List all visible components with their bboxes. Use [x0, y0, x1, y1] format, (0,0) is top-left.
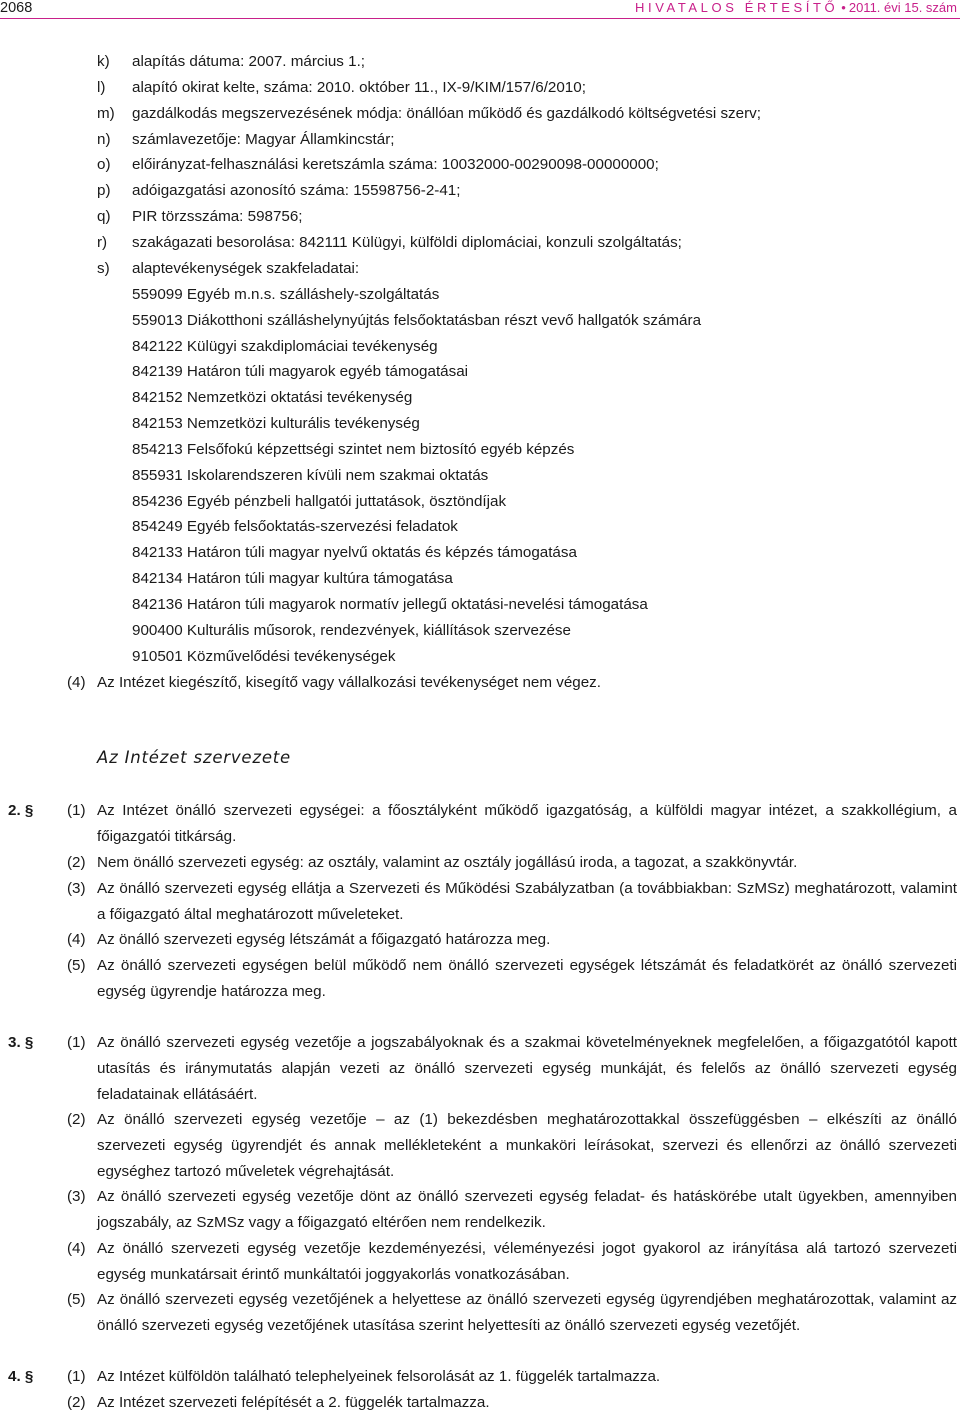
list-item-label: l): [97, 79, 106, 96]
running-header: [0, 0, 960, 17]
list-item-text: szakágazati besorolása: 842111 Külügyi, külföldi diplomáciai, konzuli szolgáltatás;: [132, 234, 682, 251]
list-item-text: alaptevékenységek szakfeladatai:: [132, 260, 360, 277]
activity-item: 559099 Egyéb m.n.s. szálláshely-szolgáltatás: [132, 286, 440, 303]
activity-item: 559013 Diákotthoni szálláshelynyújtás felsőoktatásban részt vevő hallgatók számára: [132, 312, 702, 329]
activity-item: 842122 Külügyi szakdiplomáciai tevékenység: [132, 338, 438, 355]
paragraph-text: Az önálló szervezeti egységen belül működő nem önálló szervezeti egységek létszámát és feladatkörét az önálló szervezeti egység ügyrendje határozza meg.: [97, 957, 957, 1000]
list-item-label: s): [97, 260, 110, 277]
activity-item: 854236 Egyéb pénzbeli hallgatói juttatások, ösztöndíjak: [132, 493, 507, 510]
paragraph-number: (5): [67, 1291, 86, 1308]
activity-item: 900400 Kulturális műsorok, rendezvények, kiállítások szervezése: [132, 622, 571, 639]
list-item-label: m): [97, 105, 115, 122]
paragraph-text: Az önálló szervezeti egység vezetőjének a helyettese az önálló szervezeti egység ügyrendjében meghatározottak, valamint az önálló szervezeti egység vezetőjének utasítása szerint helyettesíti az önálló szervezeti egység vezetőjét.: [97, 1291, 957, 1334]
paragraph-text: Az Intézet külföldön található telephelyeinek felsorolását az 1. függelék tartalmazza.: [97, 1368, 661, 1385]
section-number: 2. §: [8, 802, 34, 819]
list-item-label: k): [97, 53, 110, 70]
paragraph-text: Az önálló szervezeti egység vezetője kezdeményezési, véleményezési jogot gyakorol az irányítása alá tartozó szervezeti egység munkatársait érintő munkáltatói joggyakorlás vonatkozásában.: [97, 1240, 957, 1283]
paragraph-number: (3): [67, 880, 86, 897]
point-text: Az Intézet kiegészítő, kisegítő vagy vállalkozási tevékenységet nem végez.: [97, 674, 601, 691]
activity-item: 842153 Nemzetközi kulturális tevékenység: [132, 415, 420, 432]
list-item-text: alapítás dátuma: 2007. március 1.;: [132, 53, 366, 70]
list-item-text: számlavezetője: Magyar Államkincstár;: [132, 131, 395, 148]
list-item-label: p): [97, 182, 111, 199]
activity-item: 855931 Iskolarendszeren kívüli nem szakmai oktatás: [132, 467, 489, 484]
list-item-text: gazdálkodás megszervezésének módja: önállóan működő és gazdálkodó költségvetési szerv;: [132, 105, 761, 122]
paragraph-text: Az önálló szervezeti egység létszámát a főigazgató határozza meg.: [97, 931, 551, 948]
paragraph-number: (1): [67, 1368, 86, 1385]
paragraph-text: Az önálló szervezeti egység vezetője dönt az önálló szervezeti egység feladat- és hatáskörébe utalt ügyekben, amennyiben jogszabály, az SzMSz vagy a főigazgató eltérően nem rendelkezik.: [97, 1188, 957, 1231]
paragraph-text: Az önálló szervezeti egység ellátja a Szervezeti és Működési Szabályzatban (a továbbiakban: SzMSz) meghatározott, valamint a főigazgató által meghatározott műveleteket.: [97, 880, 957, 923]
list-item-text: alapító okirat kelte, száma: 2010. október 11., IX-9/KIM/157/6/2010;: [132, 79, 586, 96]
section-number: 3. §: [8, 1034, 34, 1051]
paragraph-number: (2): [67, 854, 86, 871]
paragraph-number: (2): [67, 1111, 86, 1128]
activity-item: 842134 Határon túli magyar kultúra támogatása: [132, 570, 453, 587]
list-item-label: q): [97, 208, 111, 225]
paragraph-text: Az Intézet önálló szervezeti egységei: a főosztályként működő igazgatóság, a külföldi magyar intézet, a szakkollégium, a főigazgatói titkárság.: [97, 802, 957, 845]
paragraph-number: (4): [67, 931, 86, 948]
list-item-label: n): [97, 131, 111, 148]
bullet-separator-icon: •: [841, 0, 846, 15]
paragraph-number: (4): [67, 1240, 86, 1257]
activity-item: 842133 Határon túli magyar nyelvű oktatás és képzés támogatása: [132, 544, 577, 561]
journal-name: HIVATALOS ÉRTESÍTŐ: [635, 0, 839, 15]
journal-issue: 2011. évi 15. szám: [848, 0, 957, 15]
paragraph-number: (2): [67, 1394, 86, 1411]
section-heading: Az Intézet szervezete: [97, 748, 292, 767]
activity-item: 910501 Közművelődési tevékenységek: [132, 648, 396, 665]
journal-title: [635, 0, 957, 16]
list-item-text: PIR törzsszáma: 598756;: [132, 208, 303, 225]
list-item-label: r): [97, 234, 108, 251]
activity-item: 842136 Határon túli magyarok normatív jellegű oktatási-nevelési támogatása: [132, 596, 648, 613]
paragraph-text: Az önálló szervezeti egység vezetője a jogszabályoknak és a szakmai követelményeknek megfelelően, a főigazgatótól kapott utasítás és iránymutatás alapján vezeti az önálló szervezeti egység munkáját, és felelős az önálló szervezeti egység feladatainak ellátásáért.: [97, 1034, 957, 1103]
paragraph-text: Az Intézet szervezeti felépítését a 2. függelék tartalmazza.: [97, 1394, 490, 1411]
section-number: 4. §: [8, 1368, 34, 1385]
paragraph-number: (5): [67, 957, 86, 974]
activity-item: 842152 Nemzetközi oktatási tevékenység: [132, 389, 413, 406]
list-item-text: adóigazgatási azonosító száma: 15598756-2-41;: [132, 182, 461, 199]
list-item-label: o): [97, 156, 111, 173]
page-number: 2068: [0, 0, 33, 16]
point-number: (4): [67, 674, 86, 691]
paragraph-number: (3): [67, 1188, 86, 1205]
activity-item: 854213 Felsőfokú képzettségi szintet nem biztosító egyéb képzés: [132, 441, 575, 458]
paragraph-text: Az önálló szervezeti egység vezetője – az (1) bekezdésben meghatározottakkal összefüggésben – elkészíti az önálló szervezeti egység ügyrendjét és annak mellékleteként a munkaköri leírásokat, szervezi és ellenőrzi az önálló szervezeti egységhez tartozó műveletek végrehajtását.: [97, 1111, 957, 1180]
paragraph-number: (1): [67, 802, 86, 819]
paragraph-number: (1): [67, 1034, 86, 1051]
header-rule: [0, 18, 960, 19]
activity-item: 842139 Határon túli magyarok egyéb támogatásai: [132, 363, 469, 380]
activity-item: 854249 Egyéb felsőoktatás-szervezési feladatok: [132, 518, 458, 535]
list-item-text: előirányzat-felhasználási keretszámla száma: 10032000-00290098-00000000;: [132, 156, 659, 173]
paragraph-text: Nem önálló szervezeti egység: az osztály, valamint az osztály jogállású iroda, a tagozat, a szakkönyvtár.: [97, 854, 798, 871]
